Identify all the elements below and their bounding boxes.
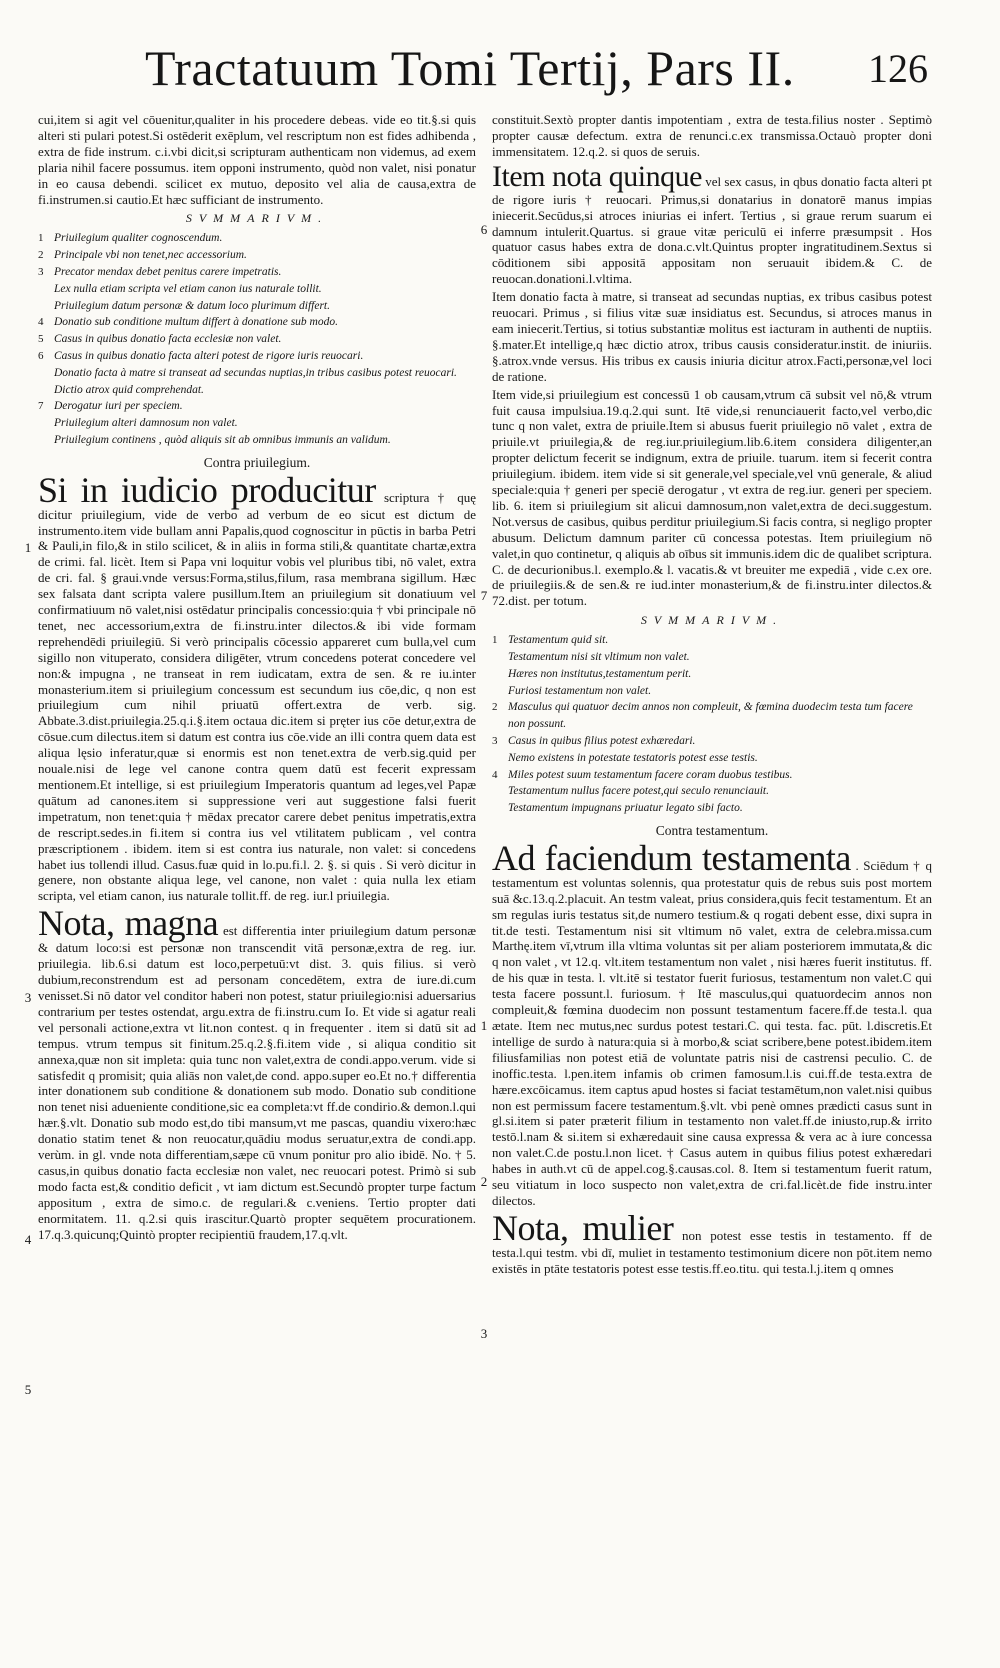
paragraph-text: scriptura † quę dicitur priuilegium, vide de verbo ad verbum de eo sicut est dictum de instrumento.item vide bullam anni Papalis,quod cognoscitur in pūctis in barba Petri & Pauli,in filo,& in stilo scilicet, & in aliis in forma stili,& quantitate chartæ,extra de crimi. fal. licèt. Item si Papa vni loquitur vobis vel pluribus tibi, nō valet, extra de cri. fal. § graui.vnde versus:Forma,stilus,filum, rasa membrana sigillum. Hæc sex falsata dant scripta valere pusillum.Item an priuilegium sit donatiuum vel confirmatiuum nō valet,nisi ostēdatur principalis concessio:quia † vbi principale nō tenet, nec accessorium,extra de fi.instru.inter dilectos.& ibi vide formam reprehendēdi priuilegiū. Si verò principalis cōcessio appareret cum bulla,vel cum sigillo non vituperato, considera diligēter, vtrum concedens poterat concedere vel non:& impugna , ne transeat in rem iudicatam, extra de sen. & re iu.inter monasterium.item si priuilegium concessum est secundum ius cōe,dic, q non est priuilegium cum nihil priuatū offert.extra de verb. sig. Abbate.3.dist.priuilegia.25.q.i.§.item octaua dic.item si pręter ius cōe detur,extra de cōsue.cum dilectus.item si datum est contra ius cōe.vide an illi contra quem data est aliqua lęsio inferatur,quæ si enormis est non tenet.extra de verb.sig.quid per nouale.nisi de lege vel canone contra quem datū est fecerit expressam mentionem.Et intellige, si est priuilegium Imperatoris quantum ad leges,vel Papæ quātum ad canones.item si suppressione veri aut suggestione falsi fuerit impetratum, non tenet:quia † mēdax precator carere debet penitus impetratis,extra de rescript.sedes.in fi.item si contra ius vel vtilitatem publicam , vel contra præscriptionem . ibidem. item si est contra ius naturale, non valet: si concedens habet ius tollendi illud. Casus.fuæ quid in lo.pu.fi.l. 2. §. si quis . Si verò dicitur in genere, non obstante aliqua lege, vel canone, non valet : quia nulla lex etiam scripta, vel etiam canon, ius naturale tollit.ff. de reg. iur.l priuilegia. <box>38 489 476 904</box>
summary-item-text: Priuilegium alteri damnosum non valet. <box>54 417 238 430</box>
summary-item-text: Derogatur iuri per speciem. <box>54 400 183 413</box>
summary-item-number <box>38 382 54 399</box>
summary-item-number: 3 <box>492 734 498 747</box>
summary-item <box>492 750 932 767</box>
summary-item-number: 6 <box>38 349 44 362</box>
margin-number: 1 <box>480 1018 488 1033</box>
margin-number: 1 <box>24 540 32 555</box>
summary-item-number <box>38 432 54 449</box>
summary-item <box>492 800 932 817</box>
summary-item <box>492 632 932 649</box>
summary-item <box>492 733 932 750</box>
summary-item <box>38 348 476 365</box>
margin-number: 6 <box>480 222 488 237</box>
section-heading: Contra testamentum. <box>655 822 769 838</box>
summary-item-number <box>492 683 508 700</box>
paragraph-text: vel sex casus, in qbus donatio facta alteri pt de rigore iuris † reuocari. Primus,si donatarius in donatorē manus impias iniecerit.Secūdus,si atroces iniurias ei infert. Tertius , si graue rerum suarum ei damnum intulerit.Quartus. si graue vitæ periculū ei inferre præsumpsit . Hos quatuor casus habes extra de dona.c.vlt.Quintus propter ingratitudinem.Sextus si cōditionem sibi appositā appositam non seruauit ibidem.& C. de reuocan.donationi.l.vltima. <box>492 173 932 287</box>
summary-heading: SVMMARIVM. <box>185 211 329 226</box>
lead-words: Ad faciendum testamenta <box>492 837 851 878</box>
paragraph <box>492 837 932 1209</box>
margin-number: 3 <box>480 1326 488 1341</box>
summary-item-number: 7 <box>38 400 44 413</box>
paragraph: Item vide,si priuilegium est concessū 1 ob causam,vtrum cā subsit vel nō,& vtrum fuit causa impulsiua.19.q.2.qui sunt. Itē vide,si renunciauerit facto,vel verbo,dic tunc q non valet, extra de priuile.Item si abusus fuerit priuilegio nō valet , extra de priuile.vt priuilegia,& de reg.iur.priuilegium.lib.6.item considera diligenter,an propter delictum fecerit se indignum, extra de priuile. tuarum. item si fecerit contra priuilegium. ibidem. item vide si sit generale,vel speciale,vel vnū generale, & aliud speciale:quia † generi per speciē derogatur , vt extra de reg.iur. generi per speciem. lib. 6. item si priuilegium sit alicui damnosum,non valet,extra de deci.suggestum. Not.versus de casibus, quibus perditur priuilegium.Si facis contra, si negligo propter abusum. Delictum damnum pariter cū concessa potestas. Item priuilegium nō valet,in quo continetur, q aliquis ab oībus sit immunis.idem dic de qualibet scriptura. C. de decurionibus.l. exemplo.& l. vacatis.& vt breuiter me expediā , vide c.ex ore. de priuilegiis.& de sen.& re iud.inter monasterium,& de fi.instru.inter dilectos.& 72.dist. per totum. <box>492 386 932 609</box>
summary-item-text: Casus in quibus filius potest exhæredari. <box>508 734 696 747</box>
folio-number: 126 <box>868 46 928 91</box>
margin-number: 7 <box>480 588 488 603</box>
lead-words: Si in iudicio producitur <box>38 469 376 510</box>
margin-number: 2 <box>480 1174 488 1189</box>
summary-item-text: Dictio atrox quid comprehendat. <box>54 383 204 396</box>
summary-item <box>38 247 476 264</box>
summary-item <box>38 331 476 348</box>
summary-item-number: 1 <box>492 634 498 647</box>
summary-item <box>38 415 476 432</box>
summary-heading: SVMMARIVM. <box>640 613 784 628</box>
summary-item-text: Testamentum quid sit. <box>508 634 609 647</box>
summary-item <box>492 683 932 700</box>
summary-item <box>38 281 476 298</box>
lead-words: Nota, magna <box>38 903 219 944</box>
summary-item-number <box>38 365 54 382</box>
summary-item <box>38 365 476 382</box>
summary-item-number <box>492 666 508 683</box>
margin-number: 4 <box>24 1232 32 1247</box>
summary-item-text: Testamentum nisi sit vltimum non valet. <box>508 650 690 663</box>
margin-number: 3 <box>24 990 32 1005</box>
margin-number: 5 <box>24 1382 32 1397</box>
paragraph <box>38 469 476 905</box>
summary-item-number <box>492 649 508 666</box>
summary-item-number: 2 <box>492 701 498 714</box>
summary-item-number: 1 <box>38 232 44 245</box>
section-heading: Contra priuilegium. <box>203 454 311 470</box>
paragraph <box>492 1207 932 1277</box>
left-column <box>38 112 476 1632</box>
summary-item <box>38 398 476 415</box>
summary-item-text: Donatio sub conditione multum differt à donatione sub modo. <box>54 316 338 329</box>
summary-item-text: Masculus qui quatuor decim annos non compleuit, & fœmina duodecim testa tum facere non possunt. <box>508 701 913 731</box>
lead-words: Item nota quinque <box>492 159 702 193</box>
paragraph-text: est differentia inter priuilegium datum personæ & datum loco:si est personæ non transcendit vitā personæ,extra de reg. iur. priuilegia. lib.6.si datum est loco,perpetuū:vt dist. 3. quis filius. si verò dubium,reconstrendum est ad personam concedētem, extra de iure.di.cum venisset.Si nō dator vel conditor haberi non potest, statur priuilegio:nisi aduersarius contrarium per testes ostendat, argu.extra de fi.instru.cum Io. Et vide si agatur reali vel personali actione,extra vt lit.non contest. q in frequenter . item si datū sit ad tempus. vtrum tempus sit finitum.25.q.2.§.fi.item vide , si aliqua conditio sit annexa,quæ non sit impleta: quia tunc non valet,extra de condi.appo.verum. vide si satisfedit q promisit; quia aliās non valet,de cond. appo.super eo.Et no.† differentia inter donationem sub conditione & donationem sub modo. Donatio sub conditione non tenet nisi adueniente conditione,sic ea completa:vt ff.de condirio.& demon.l.qui hær.§.vlt. Donatio sub modo est,do tibi mansum,vt me pascas, quandiu vixero:hæc donatio statim tenet & non reuocatur,quādiu modus seruatur,extra de condi.app. verùm. in gl. vnde nota differentiam,sæpe cū vnum ponitur pro alio ibidē. No. † 5. casus,in quibus donatio facta ecclesiæ non valet, nec reuocari potest. Primò si sub modo facta est,& conditio deficit , vt iam dictum est.Secundò propter turpe factum appositum , extra de simo.c. de regulari.& c.veniens. Tertio propter dati enormitatem. 11. q.2.si quis irascitur.Quartò propter sequētem procurationem. 17.q.3.quicunq;Quintò propter recipientiū fraudem,17.q.vlt. <box>38 923 476 1242</box>
paragraph-text: non potest esse testis in testamento. ff de testa.l.qui testm. vbi dī, muliet in testamento testimonium dicere non pōt.item nemo existēs in ptāte testatoris potest esse testis.ff.eo.titu. qui testa.l.j.item q omnes <box>492 1227 932 1276</box>
summary-item-number: 4 <box>492 768 498 781</box>
summary-item-number: 5 <box>38 333 44 346</box>
summary-item <box>38 264 476 281</box>
summary-item-text: Precator mendax debet penitus carere impetratis. <box>54 265 282 278</box>
paragraph: constituit.Sextò propter dantis impotentiam , extra de testa.filius noster . Septimò propter causæ defectum. extra de renunci.c.ex transmissa.Octauò propter doni immensitatem. 12.q.2. si quos de seruis. <box>492 112 932 159</box>
summary-item-text: Miles potest suum testamentum facere coram duobus testibus. <box>508 768 793 781</box>
summary-item-number: 4 <box>38 316 44 329</box>
summary-item-number <box>38 298 54 315</box>
summary-item-number <box>38 281 54 298</box>
paragraph: cui,item si agit vel cōuenitur,qualiter in his procedere debeas. vide eo tit.§.si quis alteri sti pulari potest.Si ostēderit exēplum, vel rescriptum non est fides adhibenda , extra de fide instrum. c.i.vbi dicit,si scripturam authenticam non videmus, ad exem plaria nihil facere possumus. item opponi instrumento, quòd non valet, nisi ponatur in eo causa debendi. scilicet ex mutuo, deposito vel alia de causa,extra de fi.instrumen.si cautio.Et hæc sufficiant de instrumento. <box>38 112 476 207</box>
summary-item <box>492 649 932 666</box>
summary-item <box>38 298 476 315</box>
summary-item-text: Priuilegium continens , quòd aliquis sit ab omnibus immunis an validum. <box>54 433 391 446</box>
summary-item-text: Casus in quibus donatio facta ecclesiæ non valet. <box>54 333 282 346</box>
summary-item <box>492 783 932 800</box>
summary-item-text: Furiosi testamentum non valet. <box>508 684 652 697</box>
page-title: Tractatuum Tomi Tertij, Pars II. <box>145 40 795 96</box>
summary-item-text: Testamentum nullus facere potest,qui seculo renunciauit. <box>508 785 769 798</box>
paragraph: Item donatio facta à matre, si transeat ad secundas nuptias, ex tribus casibus potest reuocari. Primus , si filius vitæ suæ insidiatus est. Secundus, si atroces manus in eam iniecerit.Tertius, si totius substantiæ molitus est iacturam in authenti de nuptiis. §.mater.Et intellige,q hæc dictio atrox, tribus causis consideratur.instit. de iniuriis. §.atrox.vnde versus. His tribus ex causis iniuria dicitur atrox.Facti,personæ,vel loci de ratione. <box>492 289 932 384</box>
summary-item-text: Testamentum impugnans priuatur legato sibi facto. <box>508 802 743 815</box>
summary-list <box>38 230 476 448</box>
summary-item <box>492 767 932 784</box>
right-column <box>492 112 932 1667</box>
summary-item-text: Principale vbi non tenet,nec accessorium. <box>54 249 247 262</box>
lead-words: Nota, mulier <box>492 1207 674 1248</box>
summary-item-number <box>492 783 508 800</box>
summary-item-number <box>492 750 508 767</box>
summary-item <box>38 432 476 449</box>
summary-item-text: Casus in quibus donatio facta alteri potest de rigore iuris reuocari. <box>54 349 364 362</box>
summary-item-text: Lex nulla etiam scripta vel etiam canon ius naturale tollit. <box>54 282 322 295</box>
summary-item-number: 2 <box>38 249 44 262</box>
summary-item-text: Donatio facta à matre si transeat ad secundas nuptias,in tribus casibus potest reuocari. <box>54 366 457 379</box>
summary-list <box>492 632 932 817</box>
summary-item <box>492 699 932 733</box>
summary-item <box>38 230 476 247</box>
paragraph <box>38 903 476 1242</box>
summary-item <box>38 382 476 399</box>
summary-item-number <box>38 415 54 432</box>
summary-item-text: Nemo existens in potestate testatoris potest esse testis. <box>508 751 758 764</box>
running-header <box>0 38 1000 108</box>
summary-item-text: Hæres non institutus,testamentum perit. <box>508 667 692 680</box>
summary-item-number <box>492 800 508 817</box>
summary-item <box>492 666 932 683</box>
summary-item-text: Priuilegium qualiter cognoscendum. <box>54 232 223 245</box>
summary-item-text: Priuilegium datum personæ & datum loco plurimum differt. <box>54 299 330 312</box>
summary-item <box>38 314 476 331</box>
summary-item-number: 3 <box>38 265 44 278</box>
paragraph-text: . Sciēdum † q testamentum est voluntas solennis, qua protestatur quis de rebus suis post mortem suā &c.13.q.2.placuit. An testm valeat, prius considera,quis fecit testamentum. Et an sm regulas iuris testatus sit,de numero testium.& q rogati debent esse, dixi supra in tit.de testi. Testamentum nisi sit vltimum nō valet, extra de celebra.missa.cum Marthę.item vī,vtrum illa vltima voluntas sit per aliam posteriorem immutata,& dic q non valet , vt 12.q. vlt.item testamentum non valet , nisi hæres fuerit institutus. ff. de his quæ in testa. l. vlt.itē si testator fuerit furiosus, testamentum non valet.C qui testa facere possunt.l. furiosum. † Itē masculus,qui quatuordecim annos non compleuit,& fœmina duodecim non possunt testamentum facere.ff.de testa.l. qua ætate. Item nec mutus,nec surdus potest testari.C. qui testa. fac. pūt. l.discretis.Et intellige de surdo à natura:quia si à morbo,& sciat scribere,bene potest.ibidem.item filiusfamilias non potest etiā de voluntate patris nisi de castrensi peculio. C. de inoffic.testa. l.pen.item infamis ob crimen famosum.l.is cui.ff.de testa.extra de hære.excōicamus. item captus apud hostes si faciat testamētum,non valet.nisi quibus non est permissum facere testamentum.§.vlt. vbi penè omnes prædicti casus sunt in gl.si.item si pater præterit filium in testamento non valet.ff.de iniusto,rup.& irrito testō.l.nam & si.item si exhæredauit sine causa expressa & vera ac à iure concessa non valet.C.de postu.l.non licet. † Casus autem in quibus filius potest exhæredari habes in auth.vt cū de appel.cog.§.causas.col. 8. Item si testamentum fuerit ratum, seu vitiatum in loco suspecto non valet,extra de cri.fal.licèt.de fide instru.inter dilectos. <box>492 857 932 1208</box>
paragraph <box>492 159 932 287</box>
